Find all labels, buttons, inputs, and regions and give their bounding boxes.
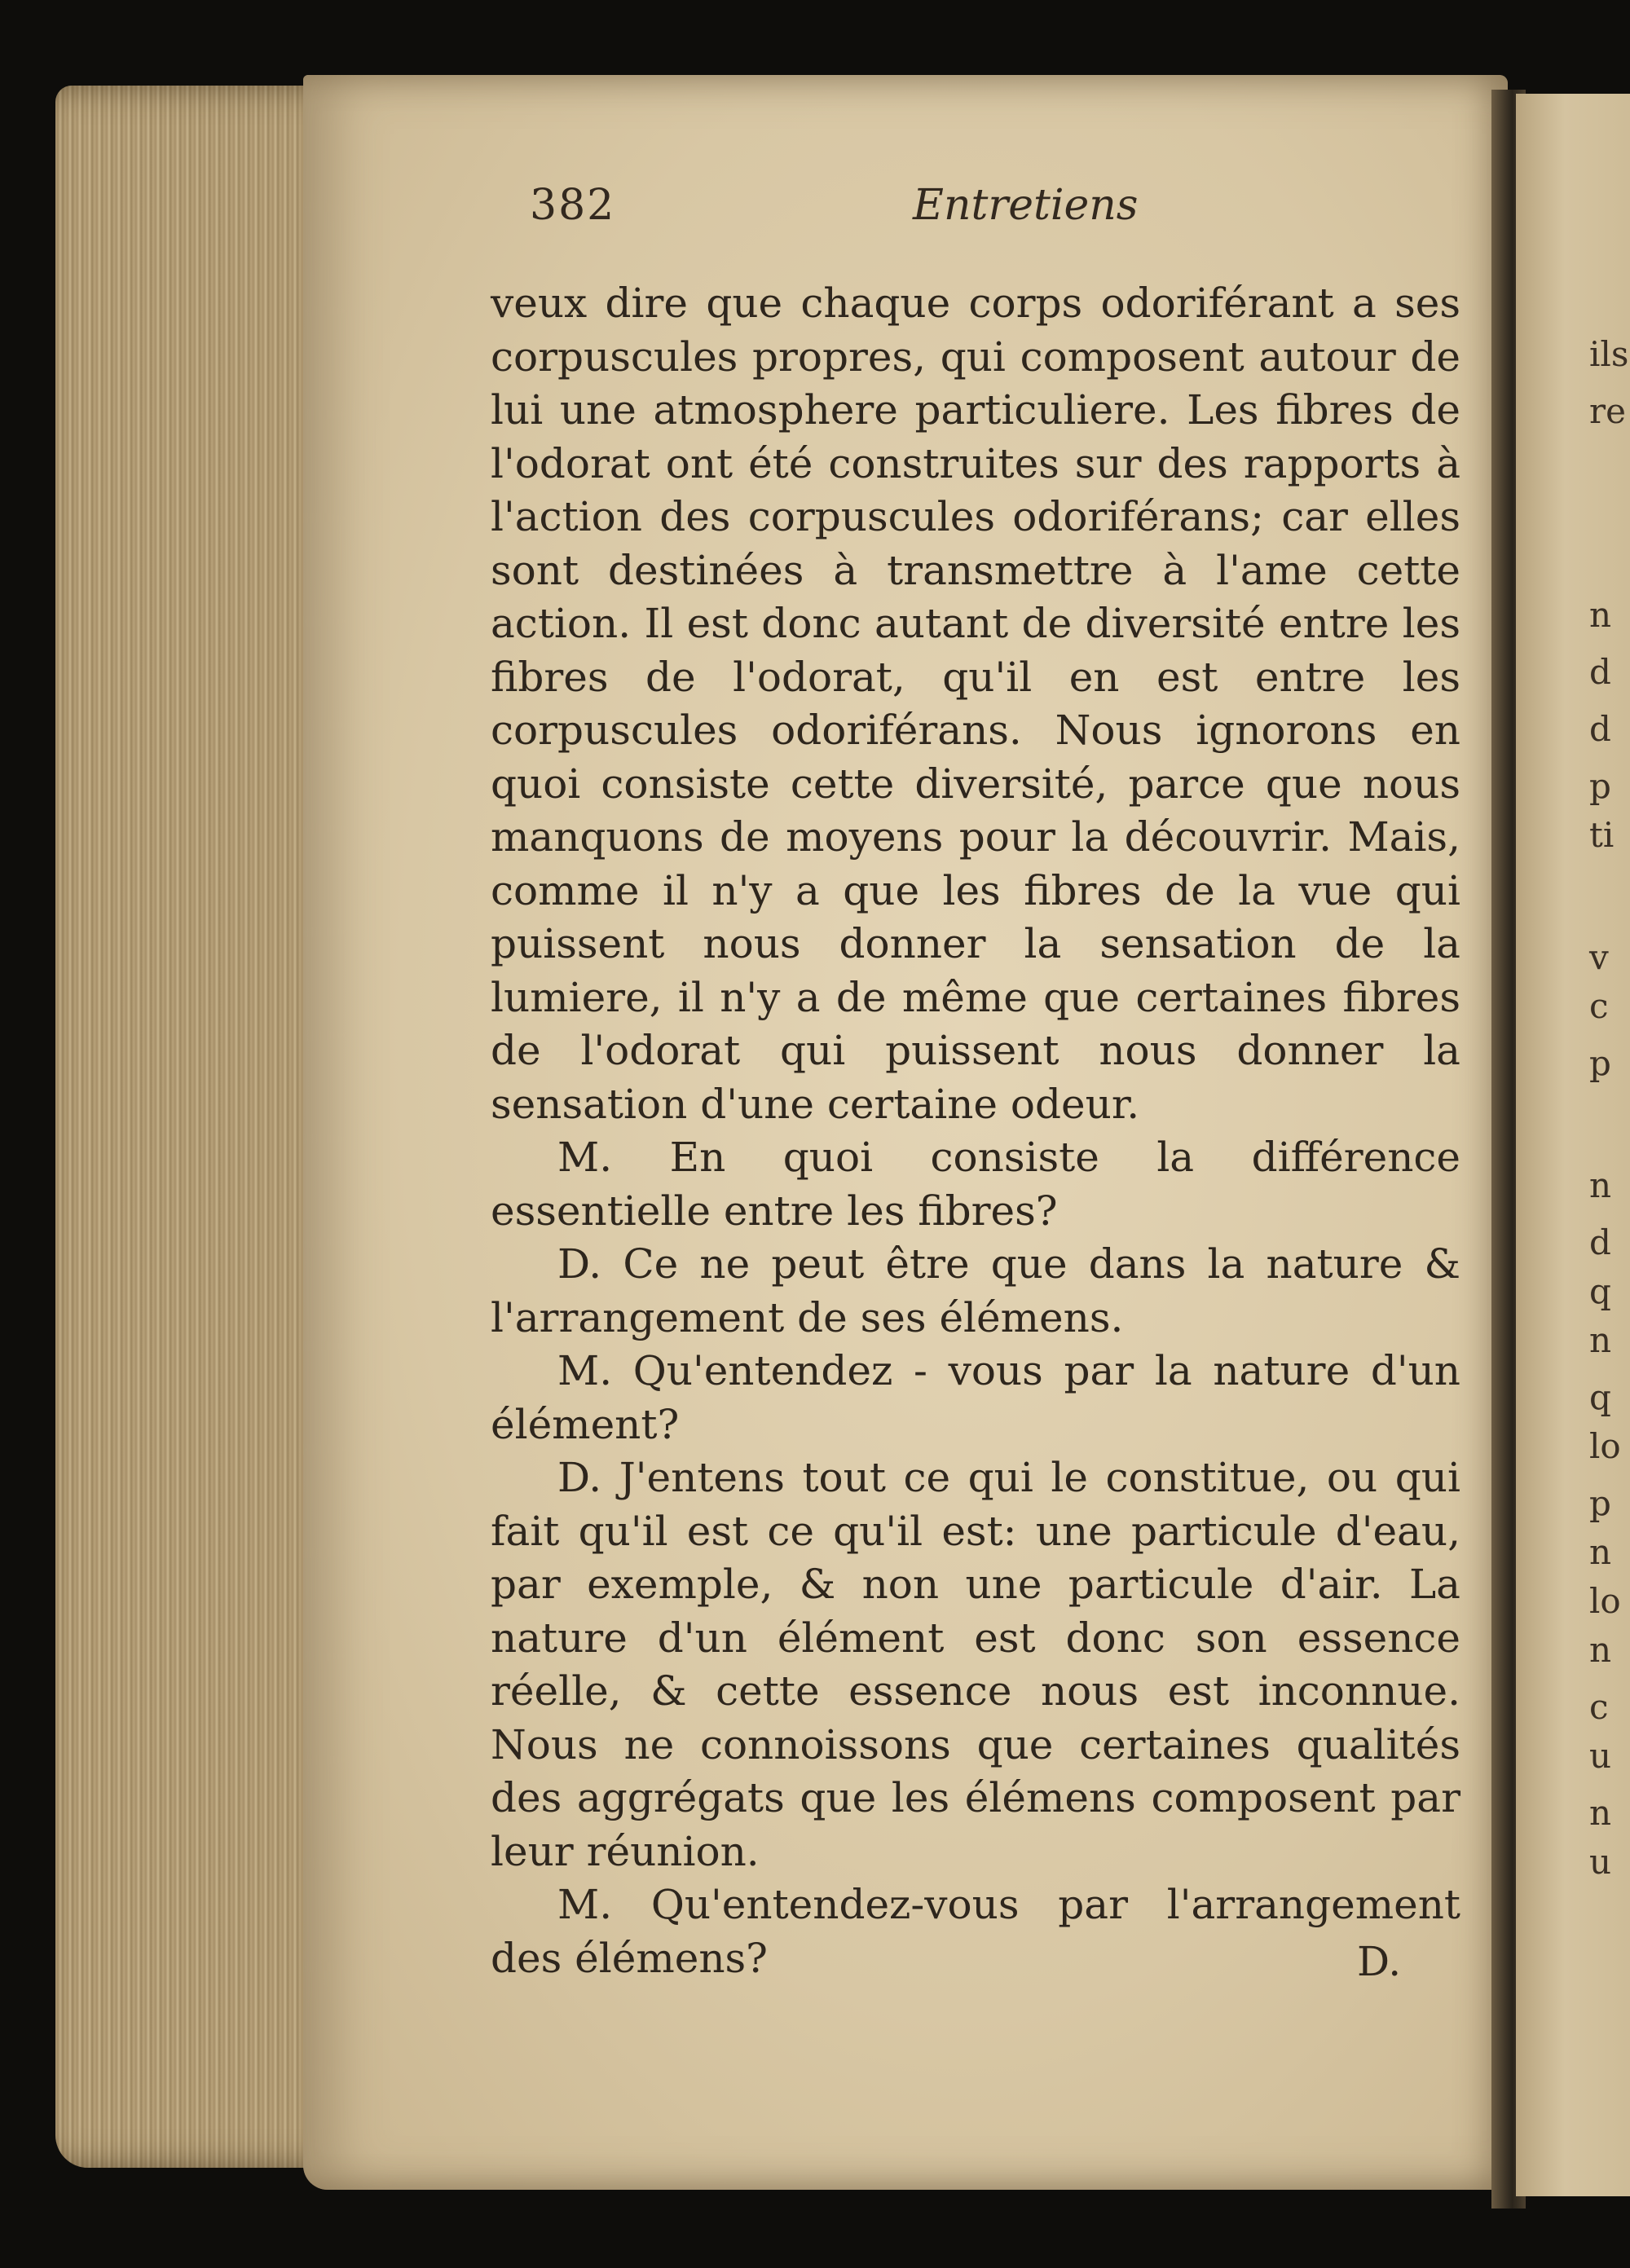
facing-page-fragment: q xyxy=(1589,1271,1611,1311)
paragraph: M. Qu'entendez - vous par la nature d'un élément? xyxy=(491,1347,1460,1448)
paragraph: D. J'entens tout ce qui le constitue, ou qui fait qu'il est ce qu'il est: une particule d'eau, par exemple, & non une particule d'air. La nature d'un élément est donc son essence réelle, & cette essence nous est inconnue. Nous ne connoissons que certaines qualités des aggrégats que les élémens composent par leur réunion. xyxy=(491,1454,1460,1875)
page-number: 382 xyxy=(530,181,616,230)
facing-page-fragment: n xyxy=(1589,1793,1612,1833)
facing-page-fragment: p xyxy=(1589,766,1611,806)
facing-page-fragment: n xyxy=(1589,1165,1612,1205)
facing-page-fragment: d xyxy=(1589,709,1611,749)
facing-page-fragment: ti xyxy=(1589,815,1615,855)
facing-page-fragment: n xyxy=(1589,595,1612,635)
facing-page-fragment: v xyxy=(1589,937,1609,977)
facing-page-fragment: p xyxy=(1589,1043,1611,1083)
facing-page-fragment: p xyxy=(1589,1483,1611,1523)
facing-page-fragment: u xyxy=(1589,1842,1612,1882)
catchword: D. xyxy=(1357,1938,1402,1985)
facing-page xyxy=(1516,94,1630,2196)
facing-page-fragment: d xyxy=(1589,1222,1611,1262)
facing-page-fragment: lo xyxy=(1589,1581,1621,1621)
facing-page-fragment: ils xyxy=(1589,334,1629,374)
paragraph: D. Ce ne peut être que dans la nature & l'arrangement de ses élémens. xyxy=(491,1240,1460,1341)
facing-page-fragment: c xyxy=(1589,1687,1609,1727)
facing-page-fragment: d xyxy=(1589,652,1611,692)
facing-page-fragment: n xyxy=(1589,1630,1612,1670)
facing-page-fragment: re xyxy=(1589,391,1626,431)
paragraph: M. En quoi consiste la différence essentielle entre les fibres? xyxy=(491,1134,1460,1235)
facing-page-fragment: n xyxy=(1589,1320,1612,1360)
facing-page-fragment: n xyxy=(1589,1532,1612,1572)
paragraph: veux dire que chaque corps odoriférant a ses corpuscules propres, qui composent autour de lui une atmosphere particuliere. Les fibres de l'odorat ont été construites sur des rapports à l'action des corpuscules odoriférans; car elles sont destinées à transmettre à l'ame cette action. Il est donc autant de diversité entre les fibres de l'odorat, qu'il en est entre les corpuscules odoriférans. Nous ignorons en quoi consiste cette diversité, parce que nous manquons de moyens pour la découvrir. Mais, comme il n'y a que les fibres de la vue qui puissent nous donner la sensation de la lumiere, il n'y a de même que certaines fibres de l'odorat qui puissent nous donner la sensation d'une certaine odeur. xyxy=(491,280,1460,1128)
facing-page-fragment: u xyxy=(1589,1736,1612,1776)
paragraph: M. Qu'entendez-vous par l'arrangement des élémens? xyxy=(491,1881,1460,1982)
facing-page-fragment: c xyxy=(1589,986,1609,1026)
running-title: Entretiens xyxy=(913,181,1139,230)
page-header xyxy=(530,181,1459,254)
facing-page-fragment: q xyxy=(1589,1377,1611,1417)
body-text xyxy=(491,277,1460,1985)
facing-page-fragment: lo xyxy=(1589,1426,1621,1466)
